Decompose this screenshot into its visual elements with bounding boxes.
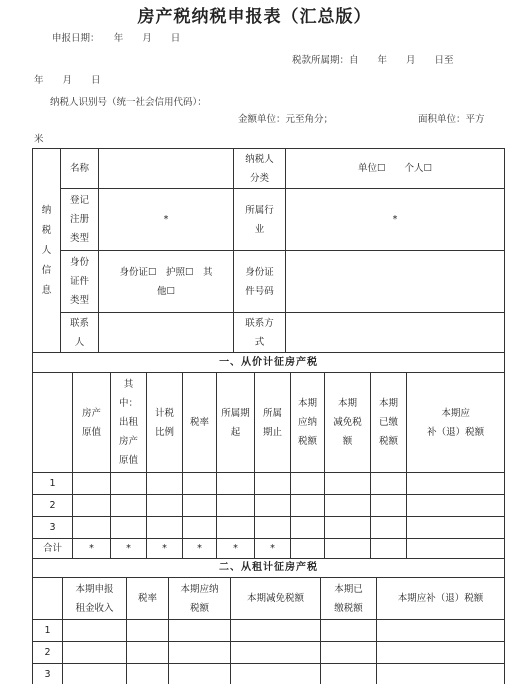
col-original-value: 房产 原值 — [73, 373, 111, 473]
col-tax-ratio: 计税 比例 — [147, 373, 183, 473]
total-cell: * — [217, 539, 255, 559]
col-period-end: 所属 期止 — [255, 373, 291, 473]
section1-title: 一、从价计征房产税 — [33, 353, 505, 373]
total-cell[interactable] — [407, 539, 505, 559]
id-type-options[interactable]: 身份证☐ 护照☐ 其 他☐ — [99, 251, 234, 313]
total-cell: * — [111, 539, 147, 559]
total-cell[interactable] — [325, 539, 371, 559]
table-row — [33, 517, 505, 539]
total-row — [33, 539, 505, 559]
row-number-header — [33, 373, 73, 473]
row-number: 1 — [33, 620, 63, 642]
table-row — [33, 642, 505, 664]
col-tax-payable: 本期 应纳 税额 — [291, 373, 325, 473]
contact-method-label: 联系方 式 — [234, 313, 286, 353]
table-row — [33, 473, 505, 495]
row-number: 2 — [33, 642, 63, 664]
tax-period-end: 年 月 日 — [34, 75, 101, 86]
col-period-start: 所属期 起 — [217, 373, 255, 473]
section2-header-row — [33, 578, 505, 620]
col-tax-due: 本期应 补（退）税额 — [407, 373, 505, 473]
col-tax-payable: 本期应纳 税额 — [169, 578, 231, 620]
taxpayer-info-section-label: 纳 税 人 信 息 — [33, 149, 61, 353]
section1-table — [32, 352, 505, 559]
col-tax-paid: 本期已 缴税额 — [321, 578, 377, 620]
total-cell[interactable] — [371, 539, 407, 559]
id-number-label: 身份证 件号码 — [234, 251, 286, 313]
table-row — [33, 664, 505, 684]
category-label: 纳税人 分类 — [234, 149, 286, 189]
id-number-field[interactable] — [286, 251, 505, 313]
row-number-header — [33, 578, 63, 620]
table-row — [33, 495, 505, 517]
area-unit: 面积单位：平方 — [418, 114, 485, 125]
table-row — [33, 620, 505, 642]
total-cell: * — [255, 539, 291, 559]
col-tax-rate: 税率 — [183, 373, 217, 473]
col-tax-due: 本期应补（退）税额 — [377, 578, 505, 620]
name-field[interactable] — [99, 149, 234, 189]
reg-type-value: * — [99, 189, 234, 251]
contact-field[interactable] — [99, 313, 234, 353]
industry-value: * — [286, 189, 505, 251]
category-options[interactable]: 单位☐ 个人☐ — [286, 149, 505, 189]
col-rent-income: 本期申报 租金收入 — [63, 578, 127, 620]
taxpayer-info-table — [32, 148, 505, 353]
name-label: 名称 — [61, 149, 99, 189]
industry-label: 所属行 业 — [234, 189, 286, 251]
total-cell[interactable] — [291, 539, 325, 559]
tax-period: 税款所属期：自 年 月 日至 — [292, 55, 454, 66]
row-number: 1 — [33, 473, 73, 495]
row-number: 2 — [33, 495, 73, 517]
total-label: 合计 — [33, 539, 73, 559]
total-cell: * — [147, 539, 183, 559]
amount-unit: 金额单位：元至角分； — [238, 114, 334, 125]
col-rental-original-value: 其 中： 出租 房产 原值 — [111, 373, 147, 473]
col-tax-reduction: 本期减免税额 — [231, 578, 321, 620]
col-tax-rate: 税率 — [127, 578, 169, 620]
total-cell: * — [183, 539, 217, 559]
section1-header-row — [33, 373, 505, 473]
total-cell: * — [73, 539, 111, 559]
col-tax-paid: 本期 已缴 税额 — [371, 373, 407, 473]
taxpayer-id-label: 纳税人识别号（统一社会信用代码）： — [50, 97, 207, 108]
section2-title: 二、从租计征房产税 — [33, 559, 505, 578]
row-number: 3 — [33, 517, 73, 539]
form-title: 房产税纳税申报表（汇总版） — [137, 7, 372, 27]
col-tax-reduction: 本期 减免税 额 — [325, 373, 371, 473]
area-unit-cont: 米 — [34, 134, 44, 145]
id-type-label: 身份 证件 类型 — [61, 251, 99, 313]
row-number: 3 — [33, 664, 63, 684]
contact-label: 联系 人 — [61, 313, 99, 353]
report-date: 申报日期： 年 月 日 — [52, 33, 181, 44]
reg-type-label: 登记 注册 类型 — [61, 189, 99, 251]
contact-method-field[interactable] — [286, 313, 505, 353]
section2-table — [32, 558, 505, 684]
